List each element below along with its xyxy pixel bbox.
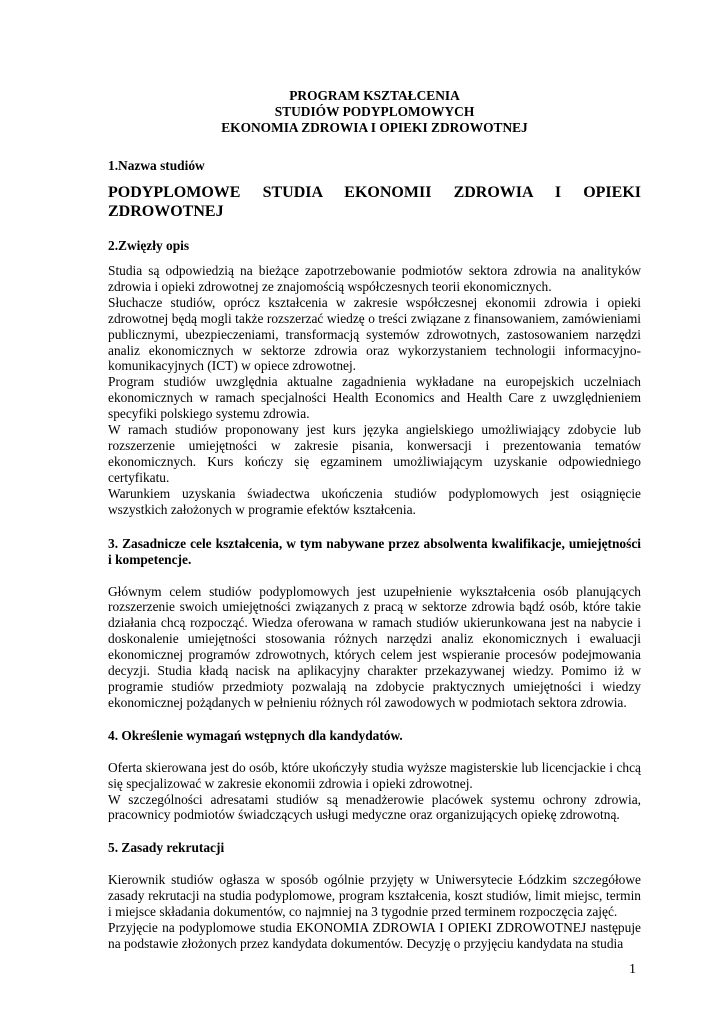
section-3-heading: 3. Zasadnicze cele kształcenia, w tym nabywane przez absolwenta kwalifikacje, umiejętności i kompetencje. [108,535,641,567]
section-4-heading: 4. Określenie wymagań wstępnych dla kandydatów. [108,727,403,743]
section-5-paragraph: Przyjęcie na podyplomowe studia EKONOMIA ZDROWIA I OPIEKI ZDROWOTNEJ następuje na podstawie złożonych przez kandydata dokumentów. Decyzję o przyjęciu kandydata na studia [108,920,641,951]
section-5-heading: 5. Zasady rekrutacji [108,840,225,856]
studies-name: PODYPLOMOWE STUDIA EKONOMII ZDROWIA I OPIEKI ZDROWOTNEJ [108,184,641,220]
section-4-body [108,760,641,824]
section-4-paragraph: W szczególności adresatami studiów są menadżerowie placówek systemu ochrony zdrowia, pracownicy podmiotów świadczących usługi medyczne oraz organizujących opiekę zdrowotną. [108,791,641,823]
section-2-paragraph: Program studiów uwzględnia aktualne zagadnienia wykładane na europejskich uczelniach ekonomicznych w ramach specjalności Health Economics and Health Care z uwzględnieniem specyfiki polskiego systemu zdrowia. [108,374,641,422]
section-2-body [108,263,641,518]
section-3-paragraph: Głównym celem studiów podyplomowych jest uzupełnienie wykształcenia osób planujących rozszerzenie swoich umiejętności związanych z pracą w sektorze zdrowia bądź osób, które takie działania chcą rozpocząć. Wiedza oferowana w ramach studiów ukierunkowana jest na nabycie i doskonalenie umiejętności stosowania różnych narzędzi analiz ekonomicznych i ewaluacji ekonomicznej programów zdrowotnych, których celem jest wspieranie procesów podejmowania decyzji. Studia kładą nacisk na aplikacyjny charakter przekazywanej wiedzy. Pomimo iż w programie studiów przedmioty pozwalają na zdobycie praktycznych umiejętności i wiedzy ekonomicznej pożądanych w pełnieniu różnych ról zawodowych w podmiotach sektora zdrowia. [108,583,641,710]
title-line-1: PROGRAM KSZTAŁCENIA [289,88,460,103]
section-5-paragraph: Kierownik studiów ogłasza w sposób ogólnie przyjęty w Uniwersytecie Łódzkim szczegółowe zasady rekrutacji na studia podyplomowe, program kształcenia, koszt studiów, limit miejsc, termin i miejsce składania dokumentów, co najmniej na 3 tygodnie przed terminem rozpoczęcia zajęć. [108,872,641,920]
section-1-heading: 1.Nazwa studiów [108,158,205,173]
title-line-3: EKONOMIA ZDROWIA I OPIEKI ZDROWOTNEJ [221,120,528,135]
document-page [108,88,641,952]
section-2-paragraph: W ramach studiów proponowany jest kurs języka angielskiego umożliwiający zdobycie lub rozszerzenie umiejętności w zakresie pisania, konwersacji i prezentowania tematów ekonomicznych. Kurs kończy się egzaminem umożliwiającym uzyskanie odpowiedniego certyfikatu. [108,422,641,485]
section-2-heading: 2.Zwięzły opis [108,238,190,253]
page-number: 1 [629,962,636,977]
section-2-paragraph: Słuchacze studiów, oprócz kształcenia w zakresie współczesnej ekonomii zdrowia i opieki zdrowotnej będą mogli także rozszerzać wiedzę o treści związane z finansowaniem, zamówieniami publicznymi, ubezpieczeniami, transformacją systemów zdrowotnych, zastosowaniem narzędzi analiz ekonomicznych w sektorze zdrowia oraz wykorzystaniem technologii informacyjno-komunikacyjnych (ICT) w opiece zdrowotnej. [108,294,641,374]
section-5-body [108,872,641,952]
document-title [108,88,641,136]
section-2-paragraph: Warunkiem uzyskania świadectwa ukończenia studiów podyplomowych jest osiągnięcie wszystkich założonych w programie efektów kształcenia. [108,485,641,517]
section-4-paragraph: Oferta skierowana jest do osób, które ukończyły studia wyższe magisterskie lub licencjackie i chcą się specjalizować w zakresie ekonomii zdrowia i opieki zdrowotnej. [108,759,641,791]
section-2-paragraph: Studia są odpowiedzią na bieżące zapotrzebowanie podmiotów sektora zdrowia na analityków zdrowia i opieki zdrowotnej ze znajomością współczesnych teorii ekonomicznych. [108,263,641,294]
title-line-2: STUDIÓW PODYPLOMOWYCH [274,104,475,119]
